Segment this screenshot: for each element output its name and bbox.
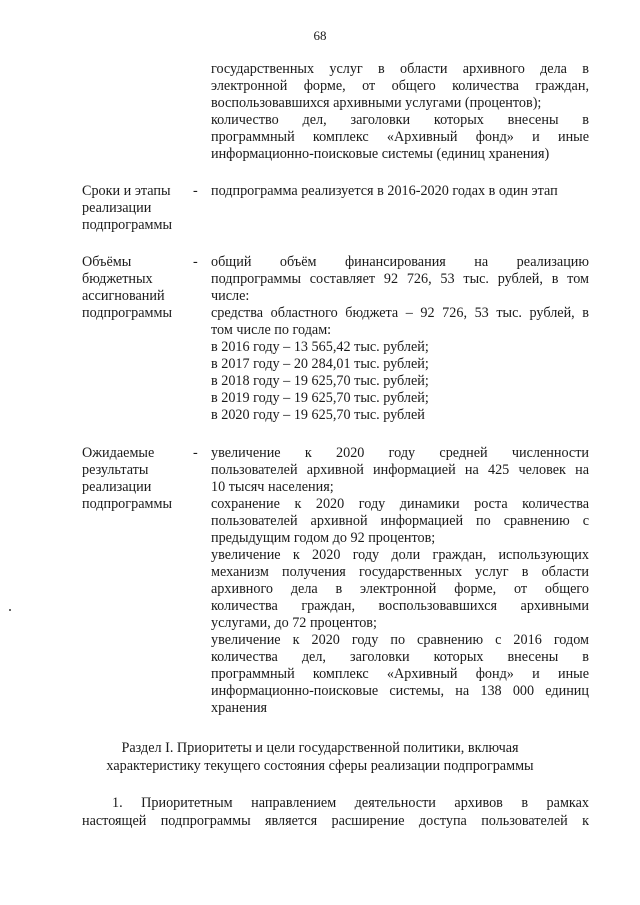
paragraph-1 <box>82 794 589 830</box>
text-line: государственных услуг в области архивного дела в <box>211 61 589 77</box>
text-line: хранения <box>211 700 268 716</box>
text-line: информационно-поисковые системы (единиц хранения) <box>211 146 550 162</box>
text-line: сохранение к 2020 году динамики роста количества <box>211 496 589 512</box>
terms-dash: - <box>193 183 198 199</box>
text-line: числе: <box>211 288 250 304</box>
section-heading: Раздел I. Приоритеты и цели государственной политики, включая характеристику текущего состояния сферы реализации подпрограммы <box>106 740 534 774</box>
text-line: механизм получения государственных услуг в области <box>211 564 589 580</box>
text-line: электронной форме, от общего количества граждан, <box>211 78 589 94</box>
scan-speck <box>9 609 11 611</box>
text-line: пользователей архивной информацией на 425 человек на <box>211 462 589 478</box>
funding-year-line: в 2017 году – 20 284,01 тыс. рублей; <box>211 356 429 372</box>
terms-label: Сроки и этапы реализации подпрограммы <box>82 183 172 233</box>
text-line: настоящей подпрограммы является расширение доступа пользователей к <box>82 813 589 829</box>
text-line: услугами, до 72 процентов; <box>211 615 377 631</box>
text-line: общий объём финансирования на реализацию <box>211 254 589 270</box>
text-line: 10 тысяч населения; <box>211 479 334 495</box>
text-line: архивного дела в электронной форме, от общего <box>211 581 589 597</box>
page-number: 68 <box>313 28 327 43</box>
top-continuation <box>211 61 589 163</box>
text-line: 1. Приоритетным направлением деятельности архивов в рамках <box>112 795 589 811</box>
text-line: средства областного бюджета – 92 726, 53 тыс. рублей, в <box>211 305 589 321</box>
results-dash: - <box>193 445 198 461</box>
text-line: воспользовавшихся архивными услугами (процентов); <box>211 95 542 111</box>
text-line: увеличение к 2020 году доли граждан, использующих <box>211 547 589 563</box>
results-content <box>211 445 589 717</box>
text-line: информационно-поисковые системы, на 138 000 единиц <box>211 683 589 699</box>
text-line: программный комплекс «Архивный фонд» и иные <box>211 129 589 145</box>
results-label: Ожидаемые результаты реализации подпрограммы <box>82 445 172 512</box>
text-line: подпрограммы составляет 92 726, 53 тыс. рублей, в том <box>211 271 589 287</box>
funding-year-line: в 2018 году – 19 625,70 тыс. рублей; <box>211 373 429 389</box>
text-line: увеличение к 2020 году средней численности <box>211 445 589 461</box>
text-line: количества дел, заголовки которых внесены в <box>211 649 589 665</box>
text-line: количества граждан, воспользовавшихся архивными <box>211 598 589 614</box>
funding-content <box>211 254 589 424</box>
text-line: том числе по годам: <box>211 322 332 338</box>
funding-year-line: в 2020 году – 19 625,70 тыс. рублей <box>211 407 425 423</box>
text-line: количество дел, заголовки которых внесены в <box>211 112 589 128</box>
funding-year-line: в 2016 году – 13 565,42 тыс. рублей; <box>211 339 429 355</box>
text-line: программный комплекс «Архивный фонд» и иные <box>211 666 589 682</box>
text-line: пользователей архивной информацией по сравнению с <box>211 513 589 529</box>
text-line: увеличение к 2020 году по сравнению с 2016 годом <box>211 632 589 648</box>
text-line: подпрограмма реализуется в 2016-2020 годах в один этап <box>211 183 558 199</box>
terms-content <box>211 183 589 200</box>
funding-year-line: в 2019 году – 19 625,70 тыс. рублей; <box>211 390 429 406</box>
funding-label: Объёмы бюджетных ассигнований подпрограммы <box>82 254 172 321</box>
funding-dash: - <box>193 254 198 270</box>
text-line: предыдущим годом до 92 процентов; <box>211 530 436 546</box>
